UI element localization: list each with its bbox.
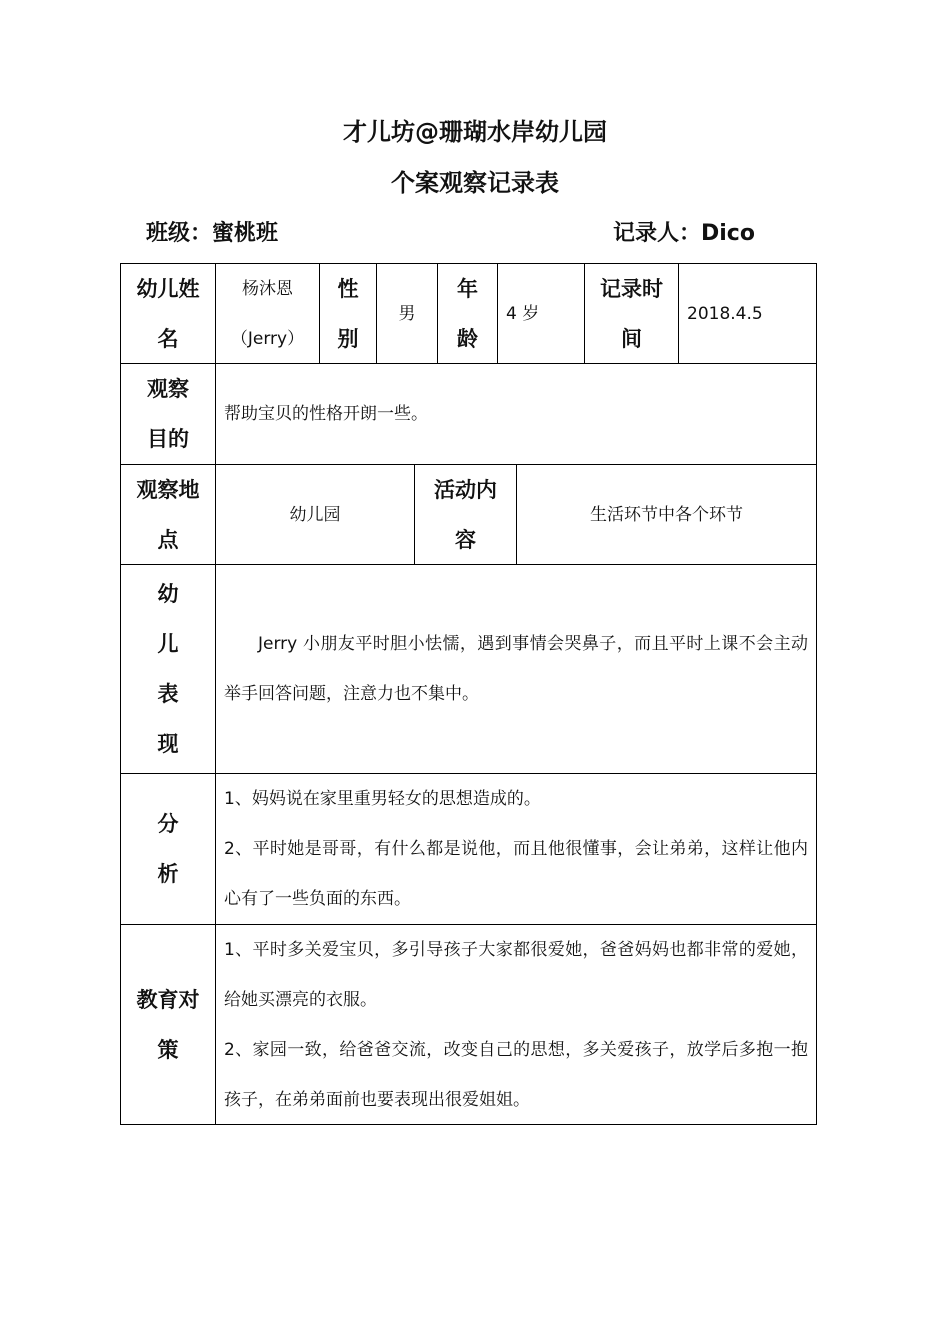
activity-label-cell <box>415 465 517 564</box>
age-value-cell <box>498 264 585 363</box>
strategy-item: 2、家园一致，给爸爸交流，改变自己的思想，多关爱孩子，放学后多抱一抱孩子，在弟弟面前也要表现出很爱姐姐。 <box>224 1039 808 1110</box>
gender-label-line: 性 <box>337 276 359 301</box>
recorder-label: 记录人：Dico <box>613 221 755 246</box>
time-label-line: 记录时 <box>600 276 663 301</box>
place-value: 幼儿园 <box>289 504 341 525</box>
purpose-label-line: 观察 <box>147 377 189 401</box>
analysis-label-line: 析 <box>157 862 179 886</box>
gender-value-cell <box>377 264 438 363</box>
name-label-cell <box>121 264 216 363</box>
strategy-label-line: 策 <box>157 1037 179 1062</box>
row-analysis <box>120 774 817 925</box>
performance-value-cell <box>216 565 816 773</box>
row-purpose <box>120 364 817 465</box>
child-name: 杨沐恩 <box>242 278 293 299</box>
performance-label-line: 表 <box>157 682 179 706</box>
strategy-item: 1、平时多关爱宝贝，多引导孩子大家都很爱她，爸爸妈妈也都非常的爱她，给她买漂亮的衣服。 <box>224 939 808 1010</box>
place-label-line: 点 <box>157 527 179 552</box>
gender-label-cell <box>320 264 377 363</box>
performance-label-line: 幼 <box>157 582 179 606</box>
strategy-value-cell <box>216 925 816 1124</box>
performance-label-line: 现 <box>157 732 179 756</box>
document-subtitle: 个案观察记录表 <box>391 169 559 197</box>
row-basic-info <box>120 263 817 364</box>
name-value-cell <box>216 264 320 363</box>
document-title: 才儿坊@珊瑚水岸幼儿园 <box>343 118 607 146</box>
analysis-item: 1、妈妈说在家里重男轻女的思想造成的。 <box>224 789 541 809</box>
place-label-line: 观察地 <box>136 477 200 502</box>
gender-label-line: 别 <box>337 326 359 351</box>
age-label-cell <box>438 264 498 363</box>
strategy-label-line: 教育对 <box>136 987 200 1012</box>
analysis-label-cell <box>121 774 216 924</box>
activity-value-cell <box>517 465 816 564</box>
strategy-label-cell <box>121 925 216 1124</box>
performance-label-cell <box>121 565 216 773</box>
row-performance <box>120 565 817 774</box>
age-label-line: 龄 <box>457 326 478 351</box>
activity-label-line: 容 <box>455 527 476 552</box>
place-value-cell <box>216 465 415 564</box>
gender-value: 男 <box>398 303 416 324</box>
name-label-line: 名 <box>157 326 179 351</box>
activity-value: 生活环节中各个环节 <box>590 504 743 525</box>
child-english-name: （Jerry） <box>230 328 305 349</box>
place-label-cell <box>121 465 216 564</box>
analysis-value-cell <box>216 774 816 924</box>
activity-label-line: 活动内 <box>434 477 497 502</box>
performance-text: Jerry 小朋友平时胆小怯懦，遇到事情会哭鼻子，而且平时上课不会主动举手回答问题，注意力也不集中。 <box>224 634 808 704</box>
time-label-cell <box>585 264 679 363</box>
time-value-cell <box>679 264 816 363</box>
age-label-line: 年 <box>457 276 478 301</box>
time-label-line: 间 <box>621 326 642 351</box>
purpose-value-cell <box>216 364 816 464</box>
purpose-value: 帮助宝贝的性格开朗一些。 <box>224 404 428 424</box>
purpose-label-line: 目的 <box>147 427 189 451</box>
analysis-item: 2、平时她是哥哥，有什么都是说他，而且他很懂事，会让弟弟，这样让他内心有了一些负面的东西。 <box>224 839 808 909</box>
purpose-label-cell <box>121 364 216 464</box>
age-value: 4 岁 <box>506 303 540 324</box>
class-label: 班级：蜜桃班 <box>146 221 279 246</box>
row-place-activity <box>120 465 817 565</box>
analysis-label-line: 分 <box>157 812 179 836</box>
name-label-line: 幼儿姓 <box>136 276 200 301</box>
record-date: 2018.4.5 <box>687 303 763 324</box>
row-strategy <box>120 925 817 1125</box>
observation-table <box>120 263 817 1125</box>
performance-label-line: 儿 <box>157 632 179 656</box>
